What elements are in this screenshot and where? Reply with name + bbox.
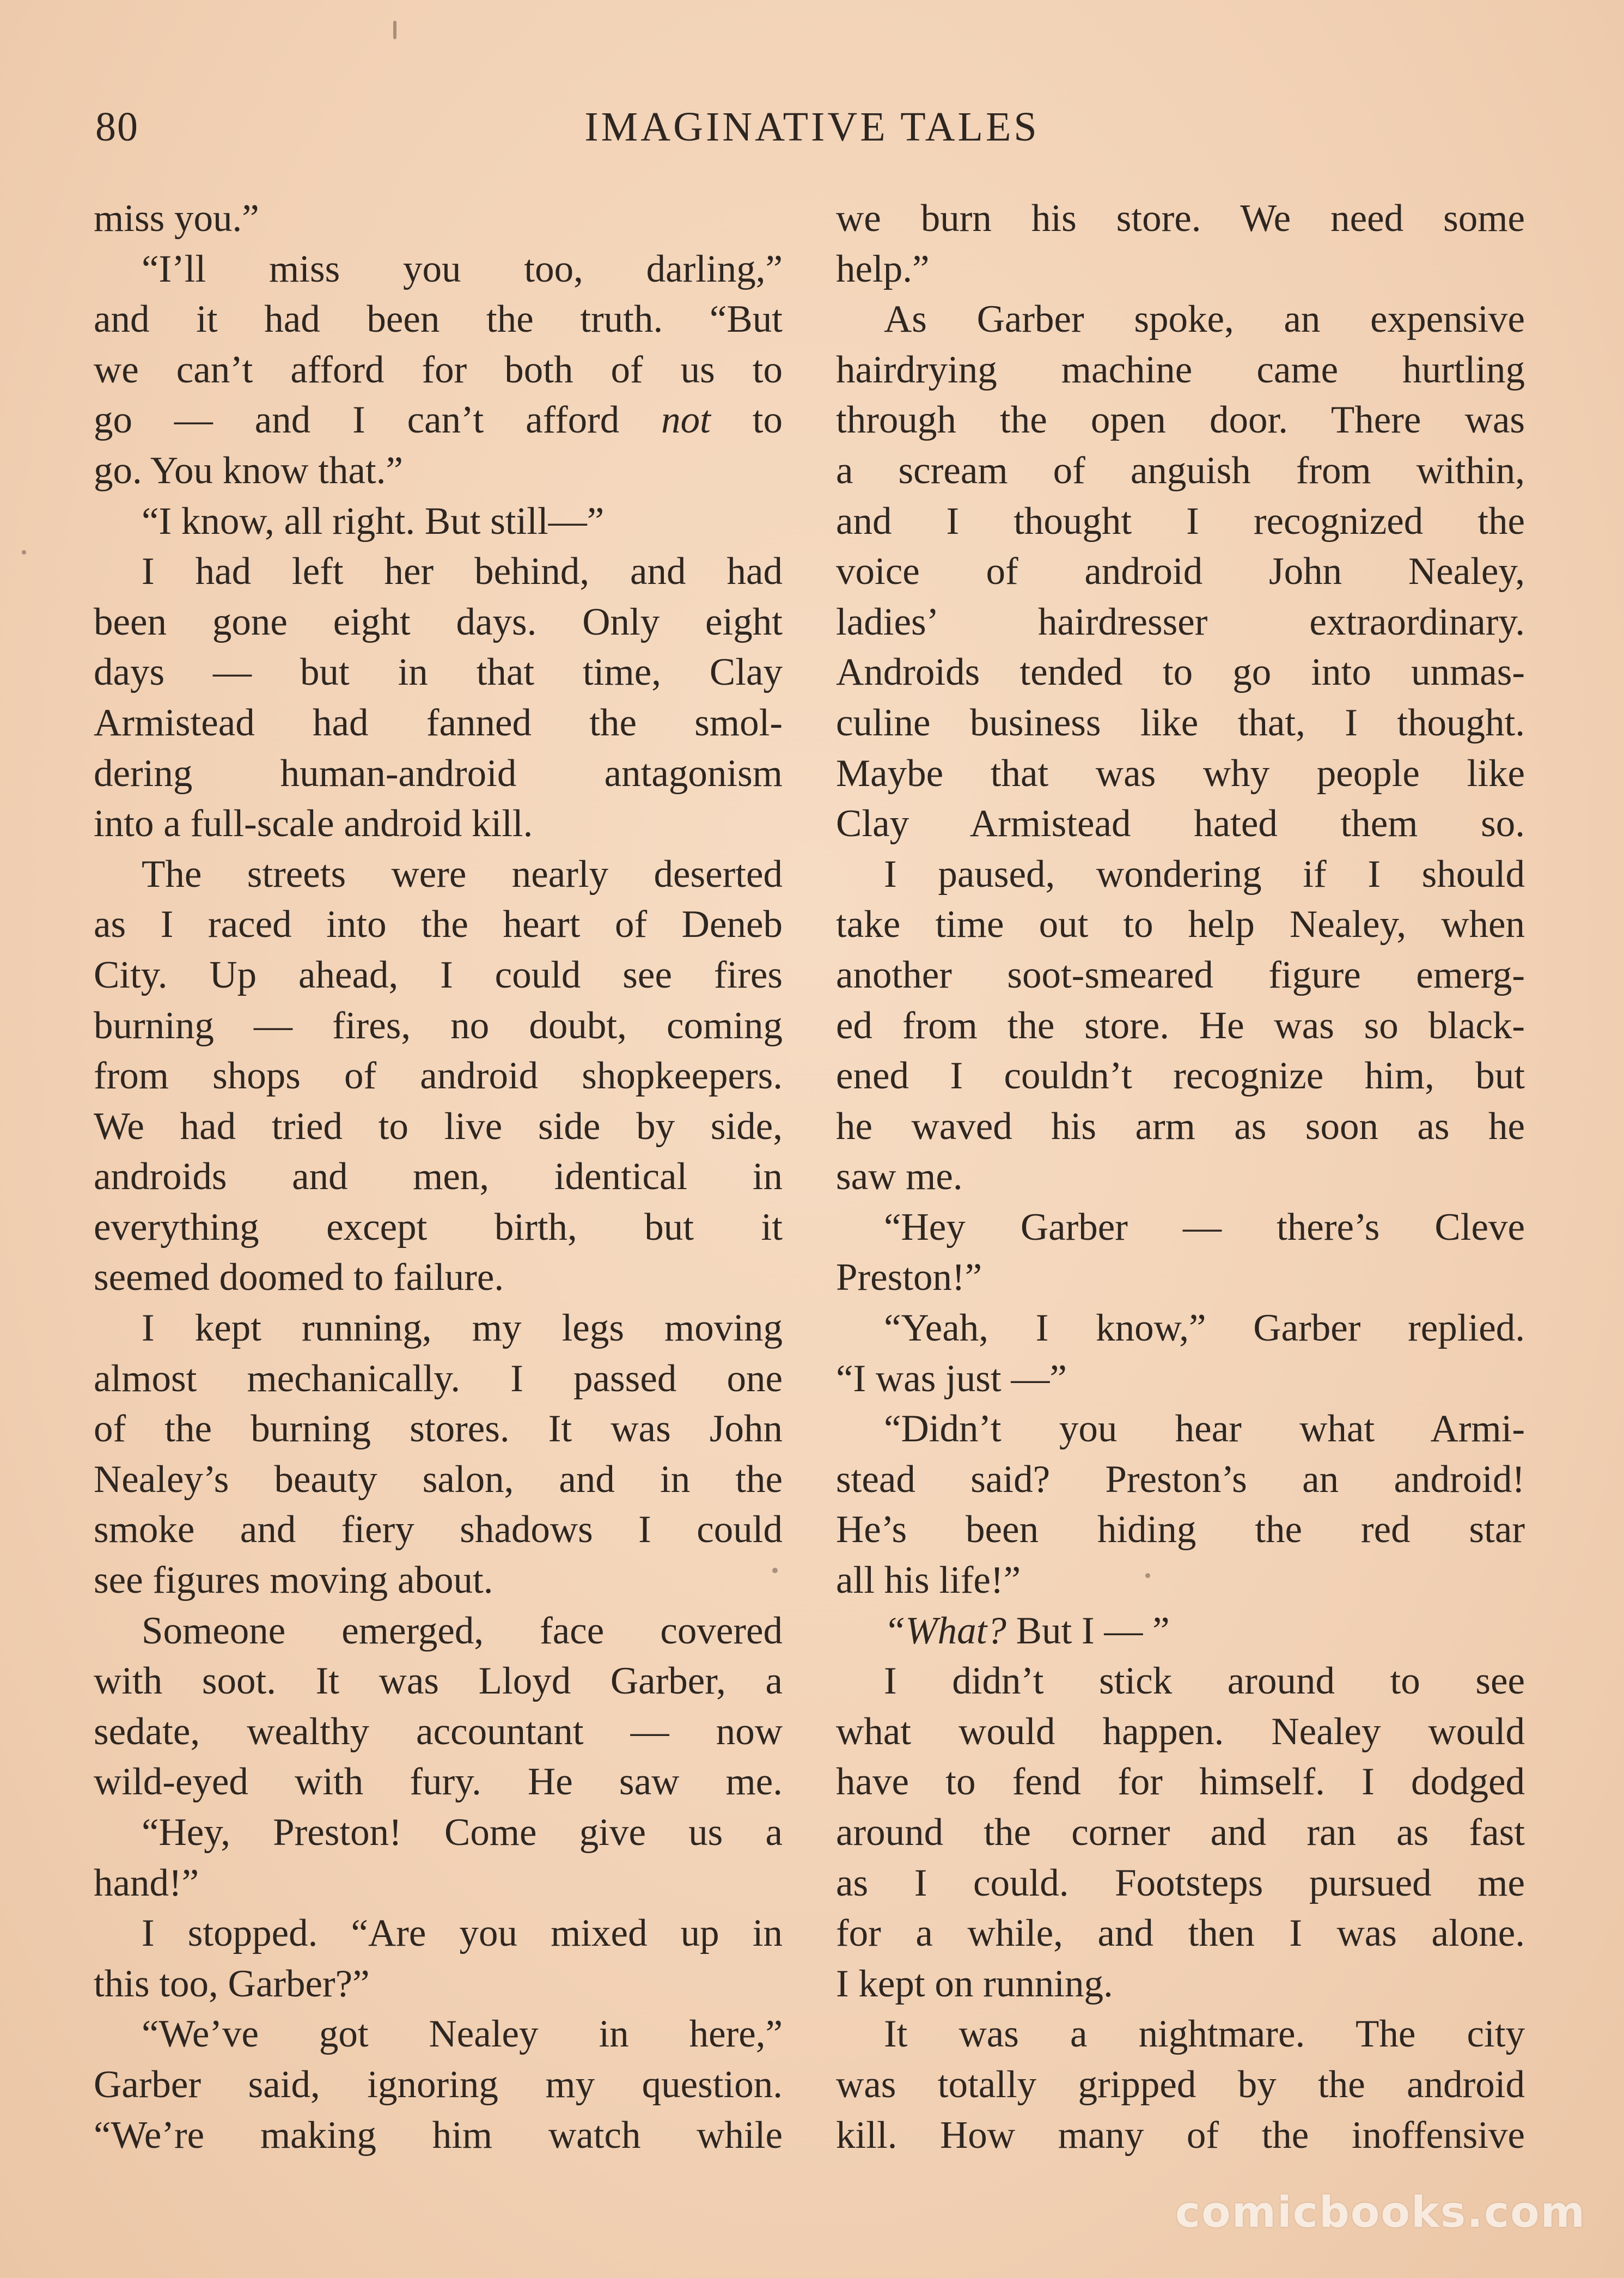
- text-line: as I raced into the heart of Deneb: [94, 903, 783, 946]
- text-line: seemed doomed to failure.: [94, 1256, 504, 1299]
- text-line: I kept on running.: [836, 1962, 1113, 2005]
- text-line: I paused, wondering if I should: [884, 852, 1525, 896]
- text-line: It was a nightmare. The city: [884, 2013, 1525, 2056]
- text-line: miss you.”: [94, 197, 259, 240]
- text-line: into a full-scale android kill.: [94, 802, 533, 845]
- text-line: and I thought I recognized the: [836, 500, 1525, 543]
- text-line: dering human-android antagonism: [94, 752, 783, 795]
- text-line: almost mechanically. I passed one: [94, 1357, 783, 1400]
- text-line: Preston!”: [836, 1256, 982, 1299]
- text-line: was totally gripped by the android: [836, 2063, 1525, 2106]
- text-line: we burn his store. We need some: [836, 197, 1525, 240]
- text-line: ened I couldn’t recognize him, but: [836, 1055, 1525, 1098]
- text-line: through the open door. There was: [836, 399, 1525, 442]
- text-line: Someone emerged, face covered: [142, 1609, 783, 1652]
- text-line: with soot. It was Lloyd Garber, a: [94, 1660, 783, 1703]
- text-line: hairdrying machine came hurtling: [836, 348, 1525, 391]
- page-header: [0, 103, 1624, 163]
- text-line: He’s been hiding the red star: [836, 1508, 1525, 1551]
- text-line: “I was just —”: [836, 1357, 1067, 1400]
- running-title: IMAGINATIVE TALES: [584, 104, 1040, 150]
- text-line: voice of android John Nealey,: [836, 550, 1525, 593]
- print-speck: [22, 550, 26, 555]
- text-line: ladies’ hairdresser extraordinary.: [836, 600, 1525, 643]
- text-line: I didn’t stick around to see: [884, 1660, 1525, 1703]
- text-line: Androids tended to go into unmas-: [836, 651, 1525, 694]
- text-line: take time out to help Nealey, when: [836, 903, 1525, 946]
- text-line: he waved his arm as soon as he: [836, 1105, 1525, 1148]
- text-line: We had tried to live side by side,: [94, 1105, 783, 1148]
- text-line: a scream of anguish from within,: [836, 449, 1525, 492]
- text-line: “I’ll miss you too, darling,”: [142, 247, 783, 290]
- text-line: saw me.: [836, 1155, 963, 1198]
- text-line: sedate, wealthy accountant — now: [94, 1710, 783, 1753]
- text-line: wild-eyed with fury. He saw me.: [94, 1761, 783, 1804]
- text-line: around the corner and ran as fast: [836, 1811, 1525, 1854]
- text-line: I stopped. “Are you mixed up in: [142, 1912, 783, 1955]
- text-line: androids and men, identical in: [94, 1155, 783, 1198]
- text-line: go — and I can’t afford not to: [94, 399, 783, 442]
- text-line: ed from the store. He was so black-: [836, 1004, 1525, 1047]
- text-line: “We’ve got Nealey in here,”: [142, 2013, 783, 2056]
- text-line: City. Up ahead, I could see fires: [94, 953, 783, 996]
- text-line: days — but in that time, Clay: [94, 651, 783, 694]
- text-line: this too, Garber?”: [94, 1962, 370, 2005]
- print-speck: [1145, 1573, 1150, 1578]
- text-line: hand!”: [94, 1861, 199, 1904]
- text-line: of the burning stores. It was John: [94, 1408, 783, 1451]
- text-line: and it had been the truth. “But: [94, 298, 783, 341]
- text-line: kill. How many of the inoffensive: [836, 2113, 1525, 2157]
- text-line: “Yeah, I know,” Garber replied.: [884, 1307, 1525, 1350]
- text-line: “Hey, Preston! Come give us a: [142, 1811, 783, 1854]
- text-line: “What? But I — ”: [884, 1609, 1170, 1652]
- text-line: see figures moving about.: [94, 1559, 493, 1602]
- text-line: go. You know that.”: [94, 449, 404, 492]
- text-line: “Hey Garber — there’s Cleve: [884, 1205, 1525, 1248]
- text-line: all his life!”: [836, 1559, 1021, 1602]
- text-line: for a while, and then I was alone.: [836, 1912, 1525, 1955]
- text-line: another soot-smeared figure emerg-: [836, 953, 1525, 996]
- text-line: been gone eight days. Only eight: [94, 600, 783, 643]
- text-line: Garber said, ignoring my question.: [94, 2063, 783, 2106]
- watermark-logo: comicbooks.com: [1175, 2188, 1586, 2237]
- text-line: Armistead had fanned the smol-: [94, 701, 783, 744]
- text-line: culine business like that, I thought.: [836, 701, 1525, 744]
- print-speck: [772, 1568, 778, 1573]
- text-line: I kept running, my legs moving: [142, 1307, 783, 1350]
- text-line: I had left her behind, and had: [142, 550, 783, 593]
- text-line: As Garber spoke, an expensive: [884, 298, 1525, 341]
- text-line: Clay Armistead hated them so.: [836, 802, 1525, 845]
- text-line: Maybe that was why people like: [836, 752, 1525, 795]
- text-line: burning — fires, no doubt, coming: [94, 1004, 783, 1047]
- text-line: The streets were nearly deserted: [142, 852, 783, 896]
- right-text-column: [836, 193, 1525, 2176]
- text-line: have to fend for himself. I dodged: [836, 1761, 1525, 1804]
- left-text-column: [94, 193, 783, 2176]
- text-line: we can’t afford for both of us to: [94, 348, 783, 391]
- text-line: Nealey’s beauty salon, and in the: [94, 1458, 783, 1501]
- print-speck: [393, 21, 396, 39]
- text-line: smoke and fiery shadows I could: [94, 1508, 783, 1551]
- text-line: stead said? Preston’s an android!: [836, 1458, 1525, 1501]
- text-line: “I know, all right. But still—”: [142, 500, 605, 543]
- page-number: 80: [95, 104, 139, 150]
- text-line: as I could. Footsteps pursued me: [836, 1861, 1525, 1904]
- text-line: from shops of android shopkeepers.: [94, 1055, 783, 1098]
- text-line: “Didn’t you hear what Armi-: [884, 1408, 1525, 1451]
- text-line: help.”: [836, 247, 930, 290]
- text-line: what would happen. Nealey would: [836, 1710, 1525, 1753]
- text-line: everything except birth, but it: [94, 1205, 783, 1248]
- text-line: “We’re making him watch while: [94, 2113, 783, 2157]
